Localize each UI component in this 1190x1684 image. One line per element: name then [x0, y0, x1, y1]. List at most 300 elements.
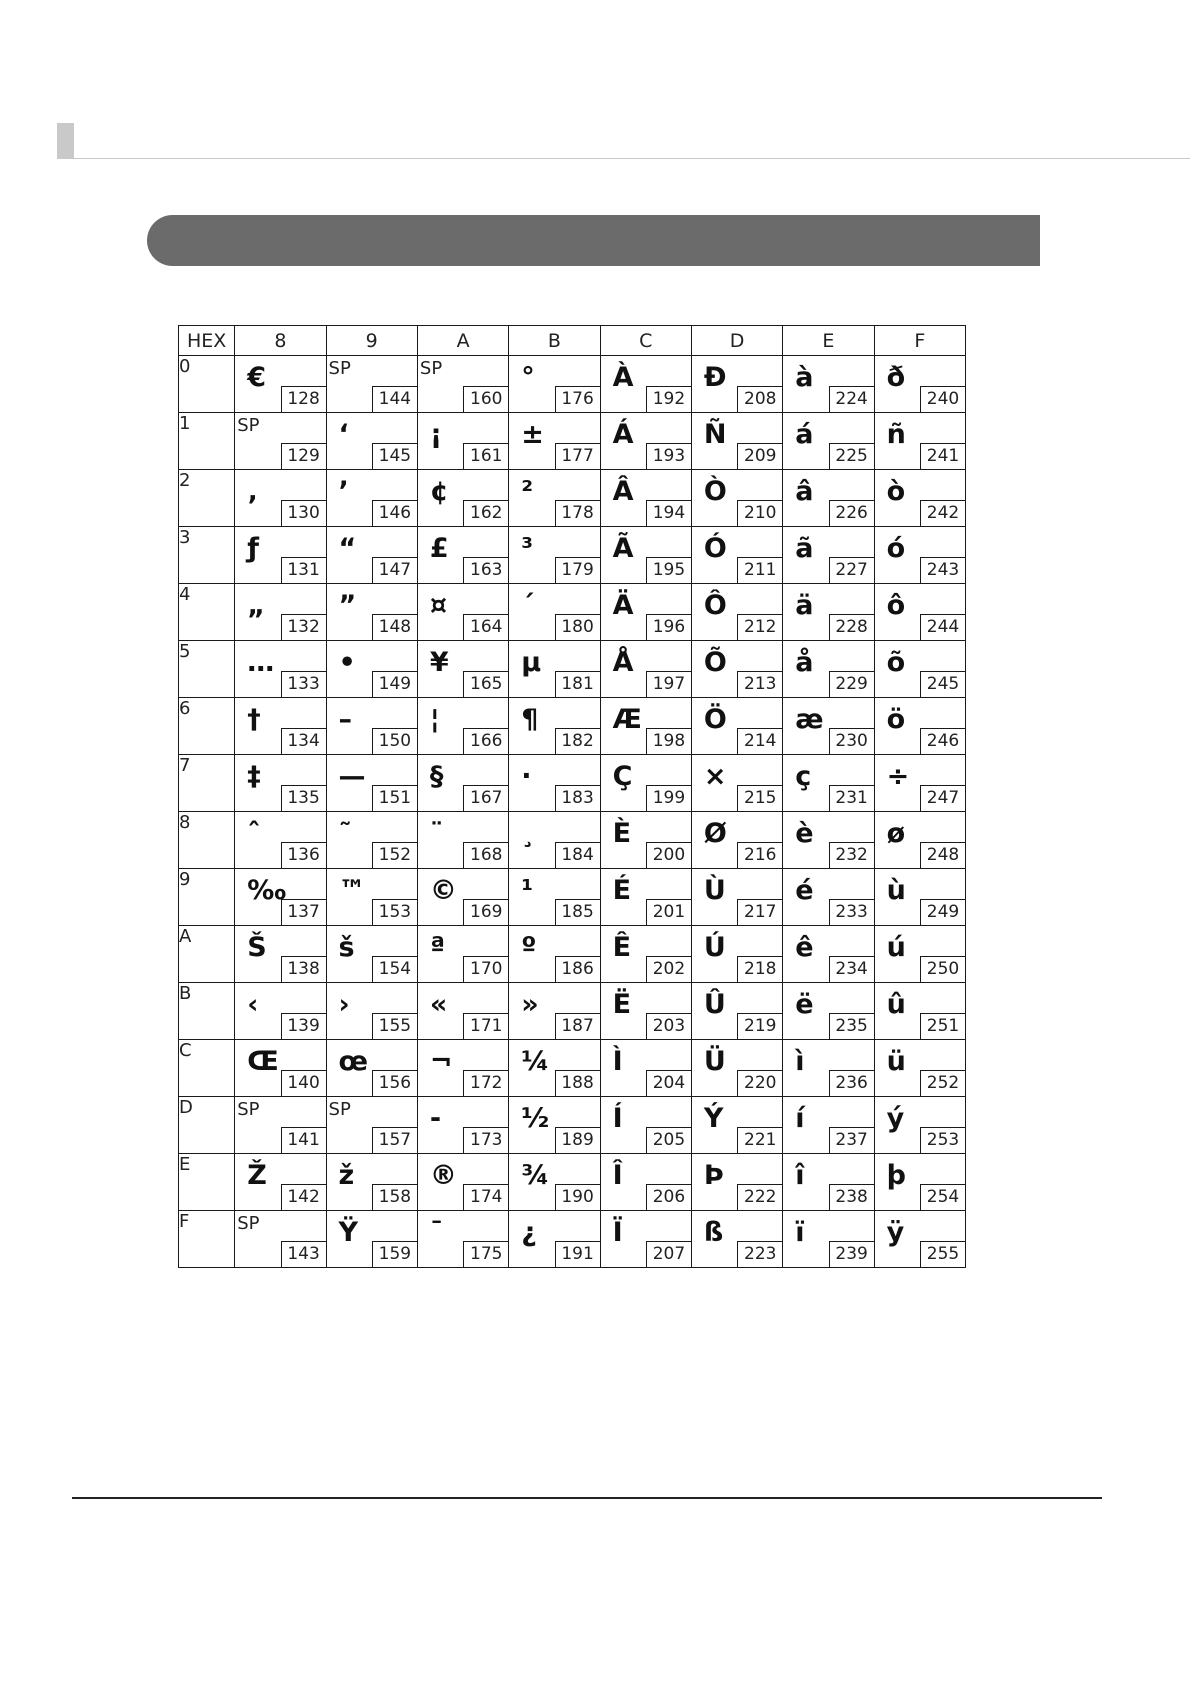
- char-cell: [326, 983, 417, 1040]
- char-glyph: „: [247, 590, 265, 621]
- char-cell: [509, 1097, 600, 1154]
- char-cell: [691, 1154, 782, 1211]
- char-cell: [417, 698, 508, 755]
- char-cell: [235, 1154, 326, 1211]
- char-glyph: ß: [703, 1217, 724, 1248]
- char-cell: [235, 1211, 326, 1268]
- char-cell: [783, 926, 874, 983]
- char-cell: [235, 1040, 326, 1097]
- char-glyph: Ó: [703, 533, 727, 564]
- char-decimal-code: 220: [737, 1070, 782, 1096]
- char-decimal-code: 190: [555, 1184, 600, 1210]
- row-header: A: [179, 926, 235, 983]
- char-cell: [417, 1211, 508, 1268]
- char-cell: [417, 527, 508, 584]
- char-cell: [600, 1154, 691, 1211]
- char-cell: [326, 1211, 417, 1268]
- char-glyph: ¹: [521, 875, 534, 906]
- char-glyph: ü: [886, 1046, 906, 1077]
- char-glyph: “: [338, 533, 357, 564]
- table-row: [179, 698, 966, 755]
- char-glyph: ë: [795, 989, 814, 1020]
- char-glyph: SP: [237, 1099, 260, 1120]
- char-decimal-code: 232: [829, 842, 874, 868]
- char-cell: [417, 641, 508, 698]
- char-glyph: €: [247, 362, 266, 393]
- char-glyph: ¯: [429, 1217, 444, 1248]
- char-glyph: Ñ: [703, 419, 727, 450]
- char-cell: [235, 926, 326, 983]
- char-decimal-code: 161: [463, 443, 508, 469]
- char-glyph: Đ: [703, 362, 727, 393]
- char-decimal-code: 135: [281, 785, 326, 811]
- table-row: [179, 869, 966, 926]
- char-cell: [235, 698, 326, 755]
- char-glyph: ì: [795, 1046, 805, 1077]
- char-decimal-code: 217: [737, 899, 782, 925]
- char-glyph: ™: [338, 875, 366, 906]
- char-cell: [691, 698, 782, 755]
- char-cell: [326, 926, 417, 983]
- char-cell: [600, 1040, 691, 1097]
- char-glyph: Î: [612, 1160, 623, 1191]
- char-cell: [691, 470, 782, 527]
- char-glyph: ˜: [338, 818, 353, 849]
- char-glyph: ÷: [886, 761, 910, 792]
- char-decimal-code: 189: [555, 1127, 600, 1153]
- char-cell: [509, 1040, 600, 1097]
- char-glyph: Ù: [703, 875, 726, 906]
- char-cell: [783, 584, 874, 641]
- char-decimal-code: 255: [920, 1241, 965, 1267]
- char-glyph: ª: [429, 932, 446, 963]
- char-glyph: à: [795, 362, 814, 393]
- row-header: 8: [179, 812, 235, 869]
- char-glyph: ¢: [429, 476, 449, 507]
- char-decimal-code: 160: [463, 386, 508, 412]
- char-decimal-code: 146: [372, 500, 417, 526]
- char-glyph: Ý: [703, 1103, 724, 1134]
- table-row: [179, 812, 966, 869]
- char-decimal-code: 147: [372, 557, 417, 583]
- char-cell: [874, 983, 965, 1040]
- char-decimal-code: 234: [829, 956, 874, 982]
- char-decimal-code: 162: [463, 500, 508, 526]
- char-glyph: á: [795, 419, 814, 450]
- char-cell: [326, 527, 417, 584]
- char-decimal-code: 238: [829, 1184, 874, 1210]
- char-glyph: »: [521, 989, 539, 1020]
- row-header: 1: [179, 413, 235, 470]
- char-cell: [783, 527, 874, 584]
- char-glyph: Þ: [703, 1160, 724, 1191]
- char-cell: [783, 641, 874, 698]
- char-cell: [509, 641, 600, 698]
- char-glyph: Å: [612, 647, 634, 678]
- char-decimal-code: 133: [281, 671, 326, 697]
- char-decimal-code: 148: [372, 614, 417, 640]
- char-cell: [326, 869, 417, 926]
- char-decimal-code: 191: [555, 1241, 600, 1267]
- char-decimal-code: 235: [829, 1013, 874, 1039]
- char-glyph: SP: [328, 358, 351, 379]
- char-cell: [509, 755, 600, 812]
- char-glyph: ý: [886, 1103, 905, 1134]
- char-cell: [417, 755, 508, 812]
- char-cell: [235, 356, 326, 413]
- row-header: B: [179, 983, 235, 1040]
- char-cell: [600, 926, 691, 983]
- char-cell: [874, 1097, 965, 1154]
- char-glyph: ·: [521, 761, 532, 792]
- char-decimal-code: 243: [920, 557, 965, 583]
- table-row: [179, 584, 966, 641]
- char-decimal-code: 199: [646, 785, 691, 811]
- char-cell: [874, 869, 965, 926]
- char-cell: [509, 812, 600, 869]
- char-cell: [417, 356, 508, 413]
- char-cell: [783, 983, 874, 1040]
- char-cell: [691, 1040, 782, 1097]
- char-decimal-code: 138: [281, 956, 326, 982]
- char-glyph: ®: [429, 1160, 457, 1191]
- char-decimal-code: 184: [555, 842, 600, 868]
- char-cell: [417, 983, 508, 1040]
- char-cell: [874, 1154, 965, 1211]
- char-decimal-code: 149: [372, 671, 417, 697]
- char-cell: [235, 983, 326, 1040]
- char-decimal-code: 247: [920, 785, 965, 811]
- char-cell: [874, 356, 965, 413]
- char-glyph: ”: [338, 590, 357, 621]
- char-cell: [600, 1211, 691, 1268]
- char-cell: [235, 527, 326, 584]
- char-glyph: Ä: [612, 590, 634, 621]
- char-decimal-code: 168: [463, 842, 508, 868]
- char-glyph: ‰: [247, 875, 287, 906]
- row-header: 9: [179, 869, 235, 926]
- char-cell: [417, 1097, 508, 1154]
- char-glyph: ð: [886, 362, 906, 393]
- char-decimal-code: 170: [463, 956, 508, 982]
- char-decimal-code: 134: [281, 728, 326, 754]
- char-glyph: ½: [521, 1103, 550, 1134]
- char-cell: [783, 1154, 874, 1211]
- char-cell: [783, 755, 874, 812]
- char-glyph: ©: [429, 875, 457, 906]
- column-header: 9: [326, 326, 417, 356]
- char-decimal-code: 159: [372, 1241, 417, 1267]
- char-decimal-code: 143: [281, 1241, 326, 1267]
- char-decimal-code: 210: [737, 500, 782, 526]
- char-decimal-code: 231: [829, 785, 874, 811]
- char-decimal-code: 137: [281, 899, 326, 925]
- char-decimal-code: 233: [829, 899, 874, 925]
- char-decimal-code: 246: [920, 728, 965, 754]
- char-cell: [509, 983, 600, 1040]
- char-glyph: Ž: [247, 1160, 267, 1191]
- char-glyph: Ü: [703, 1046, 726, 1077]
- char-decimal-code: 202: [646, 956, 691, 982]
- table-row: [179, 983, 966, 1040]
- char-glyph: ô: [886, 590, 906, 621]
- char-glyph: â: [795, 476, 814, 507]
- char-decimal-code: 239: [829, 1241, 874, 1267]
- char-glyph: ‹: [247, 989, 259, 1020]
- char-glyph: ñ: [886, 419, 906, 450]
- char-glyph: ã: [795, 533, 814, 564]
- char-cell: [600, 470, 691, 527]
- char-glyph: SP: [237, 1213, 260, 1234]
- char-cell: [509, 1154, 600, 1211]
- char-decimal-code: 136: [281, 842, 326, 868]
- char-decimal-code: 230: [829, 728, 874, 754]
- char-decimal-code: 253: [920, 1127, 965, 1153]
- char-decimal-code: 240: [920, 386, 965, 412]
- char-glyph: õ: [886, 647, 906, 678]
- char-glyph: –: [338, 704, 353, 735]
- char-decimal-code: 177: [555, 443, 600, 469]
- char-glyph: æ: [795, 704, 824, 735]
- char-glyph: Û: [703, 989, 726, 1020]
- char-glyph: Ú: [703, 932, 726, 963]
- char-glyph: SP: [419, 358, 443, 379]
- char-decimal-code: 183: [555, 785, 600, 811]
- char-decimal-code: 131: [281, 557, 326, 583]
- row-header: 0: [179, 356, 235, 413]
- char-glyph: ’: [338, 476, 349, 507]
- char-decimal-code: 132: [281, 614, 326, 640]
- table-row: [179, 641, 966, 698]
- char-cell: [509, 698, 600, 755]
- char-glyph: ¿: [521, 1217, 537, 1248]
- char-decimal-code: 252: [920, 1070, 965, 1096]
- char-cell: [691, 1211, 782, 1268]
- char-decimal-code: 195: [646, 557, 691, 583]
- char-glyph: Í: [612, 1103, 623, 1134]
- char-cell: [509, 527, 600, 584]
- char-decimal-code: 150: [372, 728, 417, 754]
- char-glyph: Ç: [612, 761, 633, 792]
- char-glyph: Ô: [703, 590, 727, 621]
- char-decimal-code: 173: [463, 1127, 508, 1153]
- char-decimal-code: 187: [555, 1013, 600, 1039]
- char-decimal-code: 152: [372, 842, 417, 868]
- char-cell: [874, 755, 965, 812]
- char-glyph: -: [429, 1103, 442, 1134]
- char-cell: [417, 869, 508, 926]
- char-cell: [691, 584, 782, 641]
- char-decimal-code: 248: [920, 842, 965, 868]
- char-glyph: •: [338, 647, 356, 678]
- char-glyph: ´: [521, 590, 535, 621]
- char-decimal-code: 207: [646, 1241, 691, 1267]
- char-cell: [783, 1097, 874, 1154]
- char-decimal-code: 192: [646, 386, 691, 412]
- char-decimal-code: 244: [920, 614, 965, 640]
- char-glyph: ï: [795, 1217, 805, 1248]
- char-decimal-code: 151: [372, 785, 417, 811]
- column-header: E: [783, 326, 874, 356]
- char-decimal-code: 227: [829, 557, 874, 583]
- char-glyph: Ê: [612, 932, 632, 963]
- char-glyph: ¦: [429, 704, 440, 735]
- char-glyph: ÿ: [886, 1217, 905, 1248]
- char-decimal-code: 175: [463, 1241, 508, 1267]
- char-decimal-code: 208: [737, 386, 782, 412]
- char-cell: [600, 869, 691, 926]
- char-decimal-code: 250: [920, 956, 965, 982]
- char-glyph: ç: [795, 761, 812, 792]
- char-decimal-code: 225: [829, 443, 874, 469]
- char-decimal-code: 172: [463, 1070, 508, 1096]
- char-glyph: ±: [521, 419, 544, 450]
- char-glyph: °: [521, 362, 535, 393]
- char-decimal-code: 223: [737, 1241, 782, 1267]
- char-cell: [509, 470, 600, 527]
- char-glyph: Â: [612, 476, 634, 507]
- char-glyph: Ë: [612, 989, 632, 1020]
- char-decimal-code: 213: [737, 671, 782, 697]
- char-glyph: å: [795, 647, 814, 678]
- char-decimal-code: 163: [463, 557, 508, 583]
- char-cell: [326, 1154, 417, 1211]
- char-cell: [509, 926, 600, 983]
- char-glyph: š: [338, 932, 355, 963]
- char-decimal-code: 215: [737, 785, 782, 811]
- char-cell: [326, 1097, 417, 1154]
- char-cell: [509, 413, 600, 470]
- char-cell: [600, 983, 691, 1040]
- char-decimal-code: 176: [555, 386, 600, 412]
- row-header: C: [179, 1040, 235, 1097]
- char-decimal-code: 155: [372, 1013, 417, 1039]
- char-cell: [783, 698, 874, 755]
- char-glyph: Ö: [703, 704, 727, 735]
- char-decimal-code: 130: [281, 500, 326, 526]
- char-cell: [691, 869, 782, 926]
- char-glyph: ¬: [429, 1046, 453, 1077]
- char-glyph: ¤: [429, 590, 448, 621]
- char-cell: [600, 812, 691, 869]
- char-cell: [417, 413, 508, 470]
- char-decimal-code: 193: [646, 443, 691, 469]
- char-decimal-code: 212: [737, 614, 782, 640]
- char-glyph: ¡: [429, 419, 443, 450]
- char-glyph: —: [338, 761, 366, 792]
- char-cell: [235, 869, 326, 926]
- char-glyph: º: [521, 932, 537, 963]
- char-decimal-code: 181: [555, 671, 600, 697]
- char-decimal-code: 216: [737, 842, 782, 868]
- char-decimal-code: 219: [737, 1013, 782, 1039]
- char-cell: [874, 641, 965, 698]
- char-decimal-code: 229: [829, 671, 874, 697]
- char-cell: [326, 641, 417, 698]
- char-glyph: û: [886, 989, 906, 1020]
- char-decimal-code: 140: [281, 1070, 326, 1096]
- row-header: 2: [179, 470, 235, 527]
- char-cell: [600, 413, 691, 470]
- char-decimal-code: 214: [737, 728, 782, 754]
- char-cell: [509, 584, 600, 641]
- character-code-table: [178, 325, 966, 1268]
- table-row: [179, 755, 966, 812]
- char-decimal-code: 209: [737, 443, 782, 469]
- char-glyph: …: [247, 647, 275, 678]
- column-header: A: [417, 326, 508, 356]
- char-glyph: è: [795, 818, 814, 849]
- char-glyph: À: [612, 362, 634, 393]
- char-glyph: ²: [521, 476, 534, 507]
- char-decimal-code: 237: [829, 1127, 874, 1153]
- char-decimal-code: 198: [646, 728, 691, 754]
- char-decimal-code: 201: [646, 899, 691, 925]
- char-cell: [417, 1154, 508, 1211]
- char-decimal-code: 222: [737, 1184, 782, 1210]
- char-cell: [326, 470, 417, 527]
- char-glyph: ê: [795, 932, 814, 963]
- char-glyph: œ: [338, 1046, 369, 1077]
- char-cell: [235, 413, 326, 470]
- char-cell: [691, 755, 782, 812]
- char-glyph: í: [795, 1103, 805, 1134]
- char-decimal-code: 224: [829, 386, 874, 412]
- char-decimal-code: 205: [646, 1127, 691, 1153]
- char-cell: [326, 584, 417, 641]
- char-cell: [783, 869, 874, 926]
- char-cell: [691, 413, 782, 470]
- char-cell: [691, 527, 782, 584]
- char-decimal-code: 182: [555, 728, 600, 754]
- char-decimal-code: 186: [555, 956, 600, 982]
- char-glyph: Ÿ: [338, 1217, 359, 1248]
- char-glyph: «: [429, 989, 448, 1020]
- char-decimal-code: 180: [555, 614, 600, 640]
- char-cell: [417, 1040, 508, 1097]
- char-cell: [783, 1211, 874, 1268]
- char-decimal-code: 166: [463, 728, 508, 754]
- table-row: [179, 1097, 966, 1154]
- table-row: [179, 527, 966, 584]
- char-cell: [874, 926, 965, 983]
- char-glyph: ¶: [521, 704, 539, 735]
- char-glyph: ¼: [521, 1046, 550, 1077]
- row-header: 3: [179, 527, 235, 584]
- char-glyph: Ã: [612, 533, 634, 564]
- char-glyph: ø: [886, 818, 906, 849]
- char-glyph: þ: [886, 1160, 906, 1191]
- char-cell: [235, 641, 326, 698]
- char-decimal-code: 165: [463, 671, 508, 697]
- char-cell: [691, 926, 782, 983]
- char-cell: [326, 812, 417, 869]
- char-decimal-code: 196: [646, 614, 691, 640]
- char-cell: [600, 698, 691, 755]
- column-header: F: [874, 326, 965, 356]
- char-decimal-code: 157: [372, 1127, 417, 1153]
- char-cell: [235, 812, 326, 869]
- char-decimal-code: 185: [555, 899, 600, 925]
- char-cell: [783, 356, 874, 413]
- char-decimal-code: 178: [555, 500, 600, 526]
- char-glyph: Ï: [612, 1217, 623, 1248]
- char-cell: [874, 1211, 965, 1268]
- char-glyph: ž: [338, 1160, 355, 1191]
- char-glyph: ‡: [247, 761, 261, 792]
- section-banner: [147, 215, 1040, 266]
- char-cell: [600, 356, 691, 413]
